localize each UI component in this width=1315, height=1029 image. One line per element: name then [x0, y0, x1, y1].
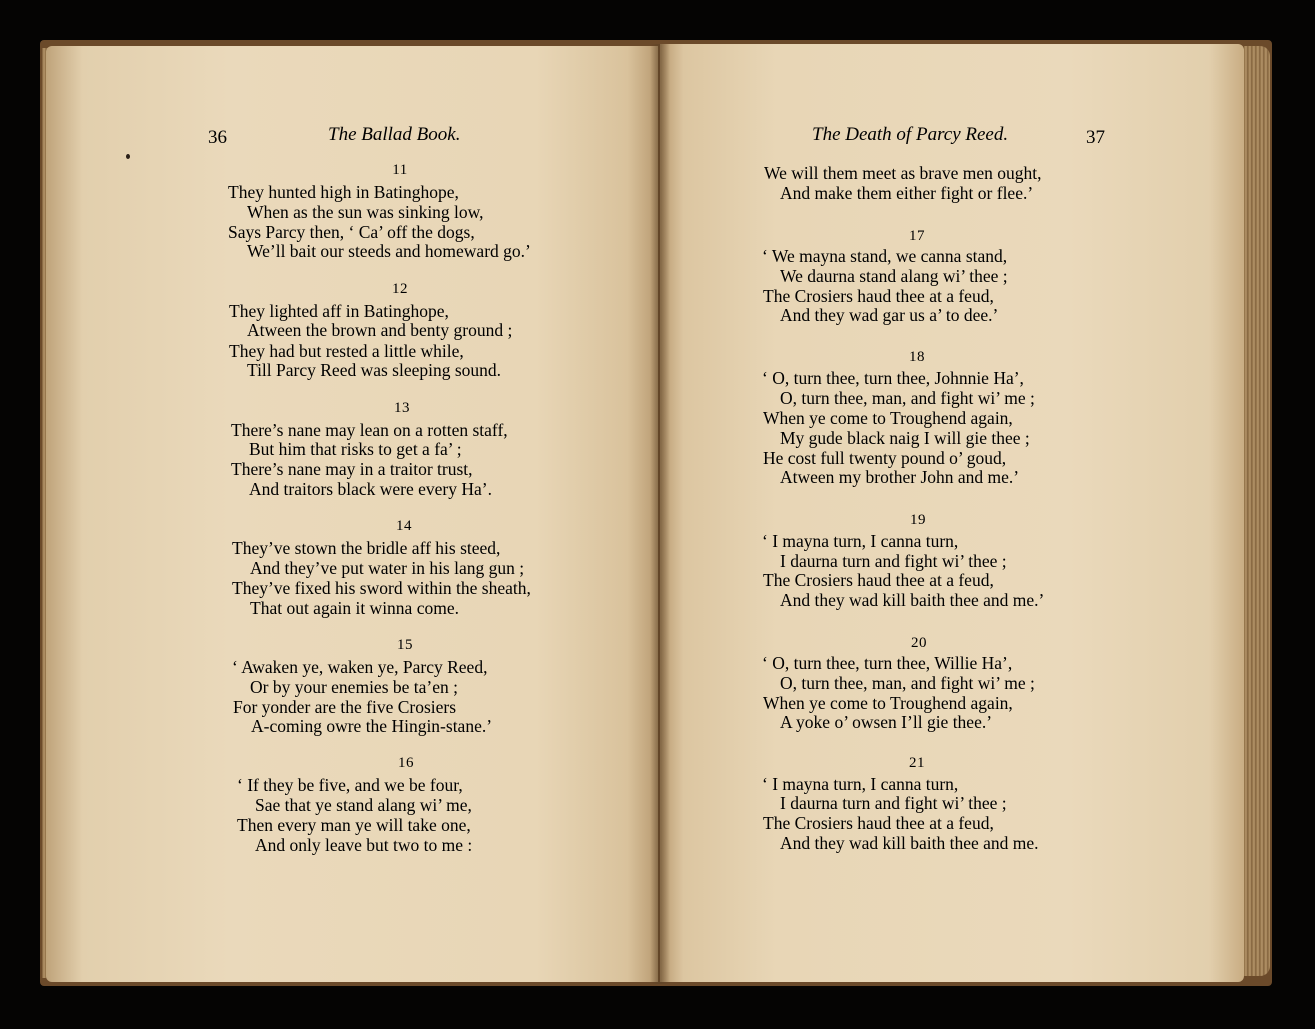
right-page-edges	[1244, 46, 1270, 976]
verse-line: And traitors black were every Ha’.	[249, 479, 492, 499]
verse-line: They hunted high in Batinghope,	[228, 182, 459, 202]
verse-line: But him that risks to get a fa’ ;	[249, 439, 462, 459]
verse-line: ‘ O, turn thee, turn thee, Willie Ha’,	[762, 653, 1013, 673]
verse-line: There’s nane may in a traitor trust,	[231, 459, 473, 479]
verse-line: O, turn thee, man, and fight wi’ me ;	[780, 388, 1035, 408]
verse-line: They lighted aff in Batinghope,	[229, 301, 449, 321]
verse-line: Then every man ye will take one,	[237, 815, 471, 835]
left-page-number: 36	[208, 127, 227, 148]
verse-line: The Crosiers haud thee at a feud,	[763, 813, 994, 833]
verse-line: And they wad kill baith thee and me.	[780, 833, 1039, 853]
verse-line: My gude black naig I will gie thee ;	[780, 428, 1030, 448]
verse-line: ‘ I mayna turn, I canna turn,	[762, 774, 959, 794]
stanza-number: 17	[909, 228, 925, 244]
verse-line: Atween the brown and benty ground ;	[247, 320, 513, 340]
stanza-number: 21	[909, 755, 925, 771]
verse-line: ‘ We mayna stand, we canna stand,	[762, 246, 1008, 266]
stanza-number: 18	[909, 349, 925, 365]
verse-line: Says Parcy then, ‘ Ca’ off the dogs,	[228, 222, 475, 242]
verse-line: I daurna turn and fight wi’ thee ;	[780, 551, 1007, 571]
verse-line: The Crosiers haud thee at a feud,	[763, 570, 994, 590]
verse-line: They’ve stown the bridle aff his steed,	[232, 538, 501, 558]
stanza-number: 13	[394, 400, 410, 416]
verse-line: When ye come to Troughend again,	[763, 693, 1013, 713]
verse-line: That out again it winna come.	[250, 598, 459, 618]
stanza-number: 19	[910, 512, 926, 528]
verse-line: We daurna stand alang wi’ thee ;	[780, 266, 1008, 286]
verse-line: ‘ Awaken ye, waken ye, Parcy Reed,	[232, 657, 488, 677]
verse-line: They had but rested a little while,	[229, 341, 464, 361]
left-running-head: The Ballad Book.	[328, 124, 461, 145]
verse-line: The Crosiers haud thee at a feud,	[763, 286, 994, 306]
verse-line: For yonder are the five Crosiers	[233, 697, 457, 717]
verse-line: Sae that ye stand alang wi’ me,	[255, 795, 472, 815]
stanza-number: 14	[396, 518, 412, 534]
verse-line: ‘ If they be five, and we be four,	[237, 775, 463, 795]
verse-line: A yoke o’ owsen I’ll gie thee.’	[780, 712, 993, 732]
verse-line: ‘ I mayna turn, I canna turn,	[762, 531, 959, 551]
verse-line: I daurna turn and fight wi’ thee ;	[780, 793, 1007, 813]
verse-line: And they’ve put water in his lang gun ;	[250, 558, 525, 578]
verse-line: When as the sun was sinking low,	[247, 202, 484, 222]
ink-speck	[126, 154, 130, 159]
verse-line: He cost full twenty pound o’ goud,	[763, 448, 1007, 468]
verse-line: O, turn thee, man, and fight wi’ me ;	[780, 673, 1035, 693]
verse-line: There’s nane may lean on a rotten staff,	[231, 420, 508, 440]
stanza-number: 20	[911, 635, 927, 651]
verse-line: When ye come to Troughend again,	[763, 408, 1013, 428]
stanza-number: 12	[392, 281, 408, 297]
verse-line: And they wad gar us a’ to dee.’	[780, 305, 999, 325]
stanza-number: 15	[397, 637, 413, 653]
verse-line: A-coming owre the Hingin-stane.’	[251, 716, 493, 736]
verse-line: And only leave but two to me :	[255, 835, 473, 855]
stanza-number: 16	[398, 755, 414, 771]
verse-line: We will them meet as brave men ought,	[764, 163, 1042, 183]
verse-line: Till Parcy Reed was sleeping sound.	[247, 360, 502, 380]
verse-line: We’ll bait our steeds and homeward go.’	[247, 241, 531, 261]
verse-line: Or by your enemies be ta’en ;	[250, 677, 458, 697]
book-gutter	[650, 44, 670, 984]
verse-line: And they wad kill baith thee and me.’	[780, 590, 1045, 610]
right-running-head: The Death of Parcy Reed.	[812, 124, 1009, 145]
stanza-number: 11	[392, 162, 408, 178]
verse-line: And make them either fight or flee.’	[780, 183, 1034, 203]
verse-line: ‘ O, turn thee, turn thee, Johnnie Ha’,	[762, 368, 1024, 388]
right-page-number: 37	[1086, 127, 1105, 148]
verse-line: Atween my brother John and me.’	[780, 467, 1020, 487]
verse-line: They’ve fixed his sword within the sheath,	[232, 578, 531, 598]
